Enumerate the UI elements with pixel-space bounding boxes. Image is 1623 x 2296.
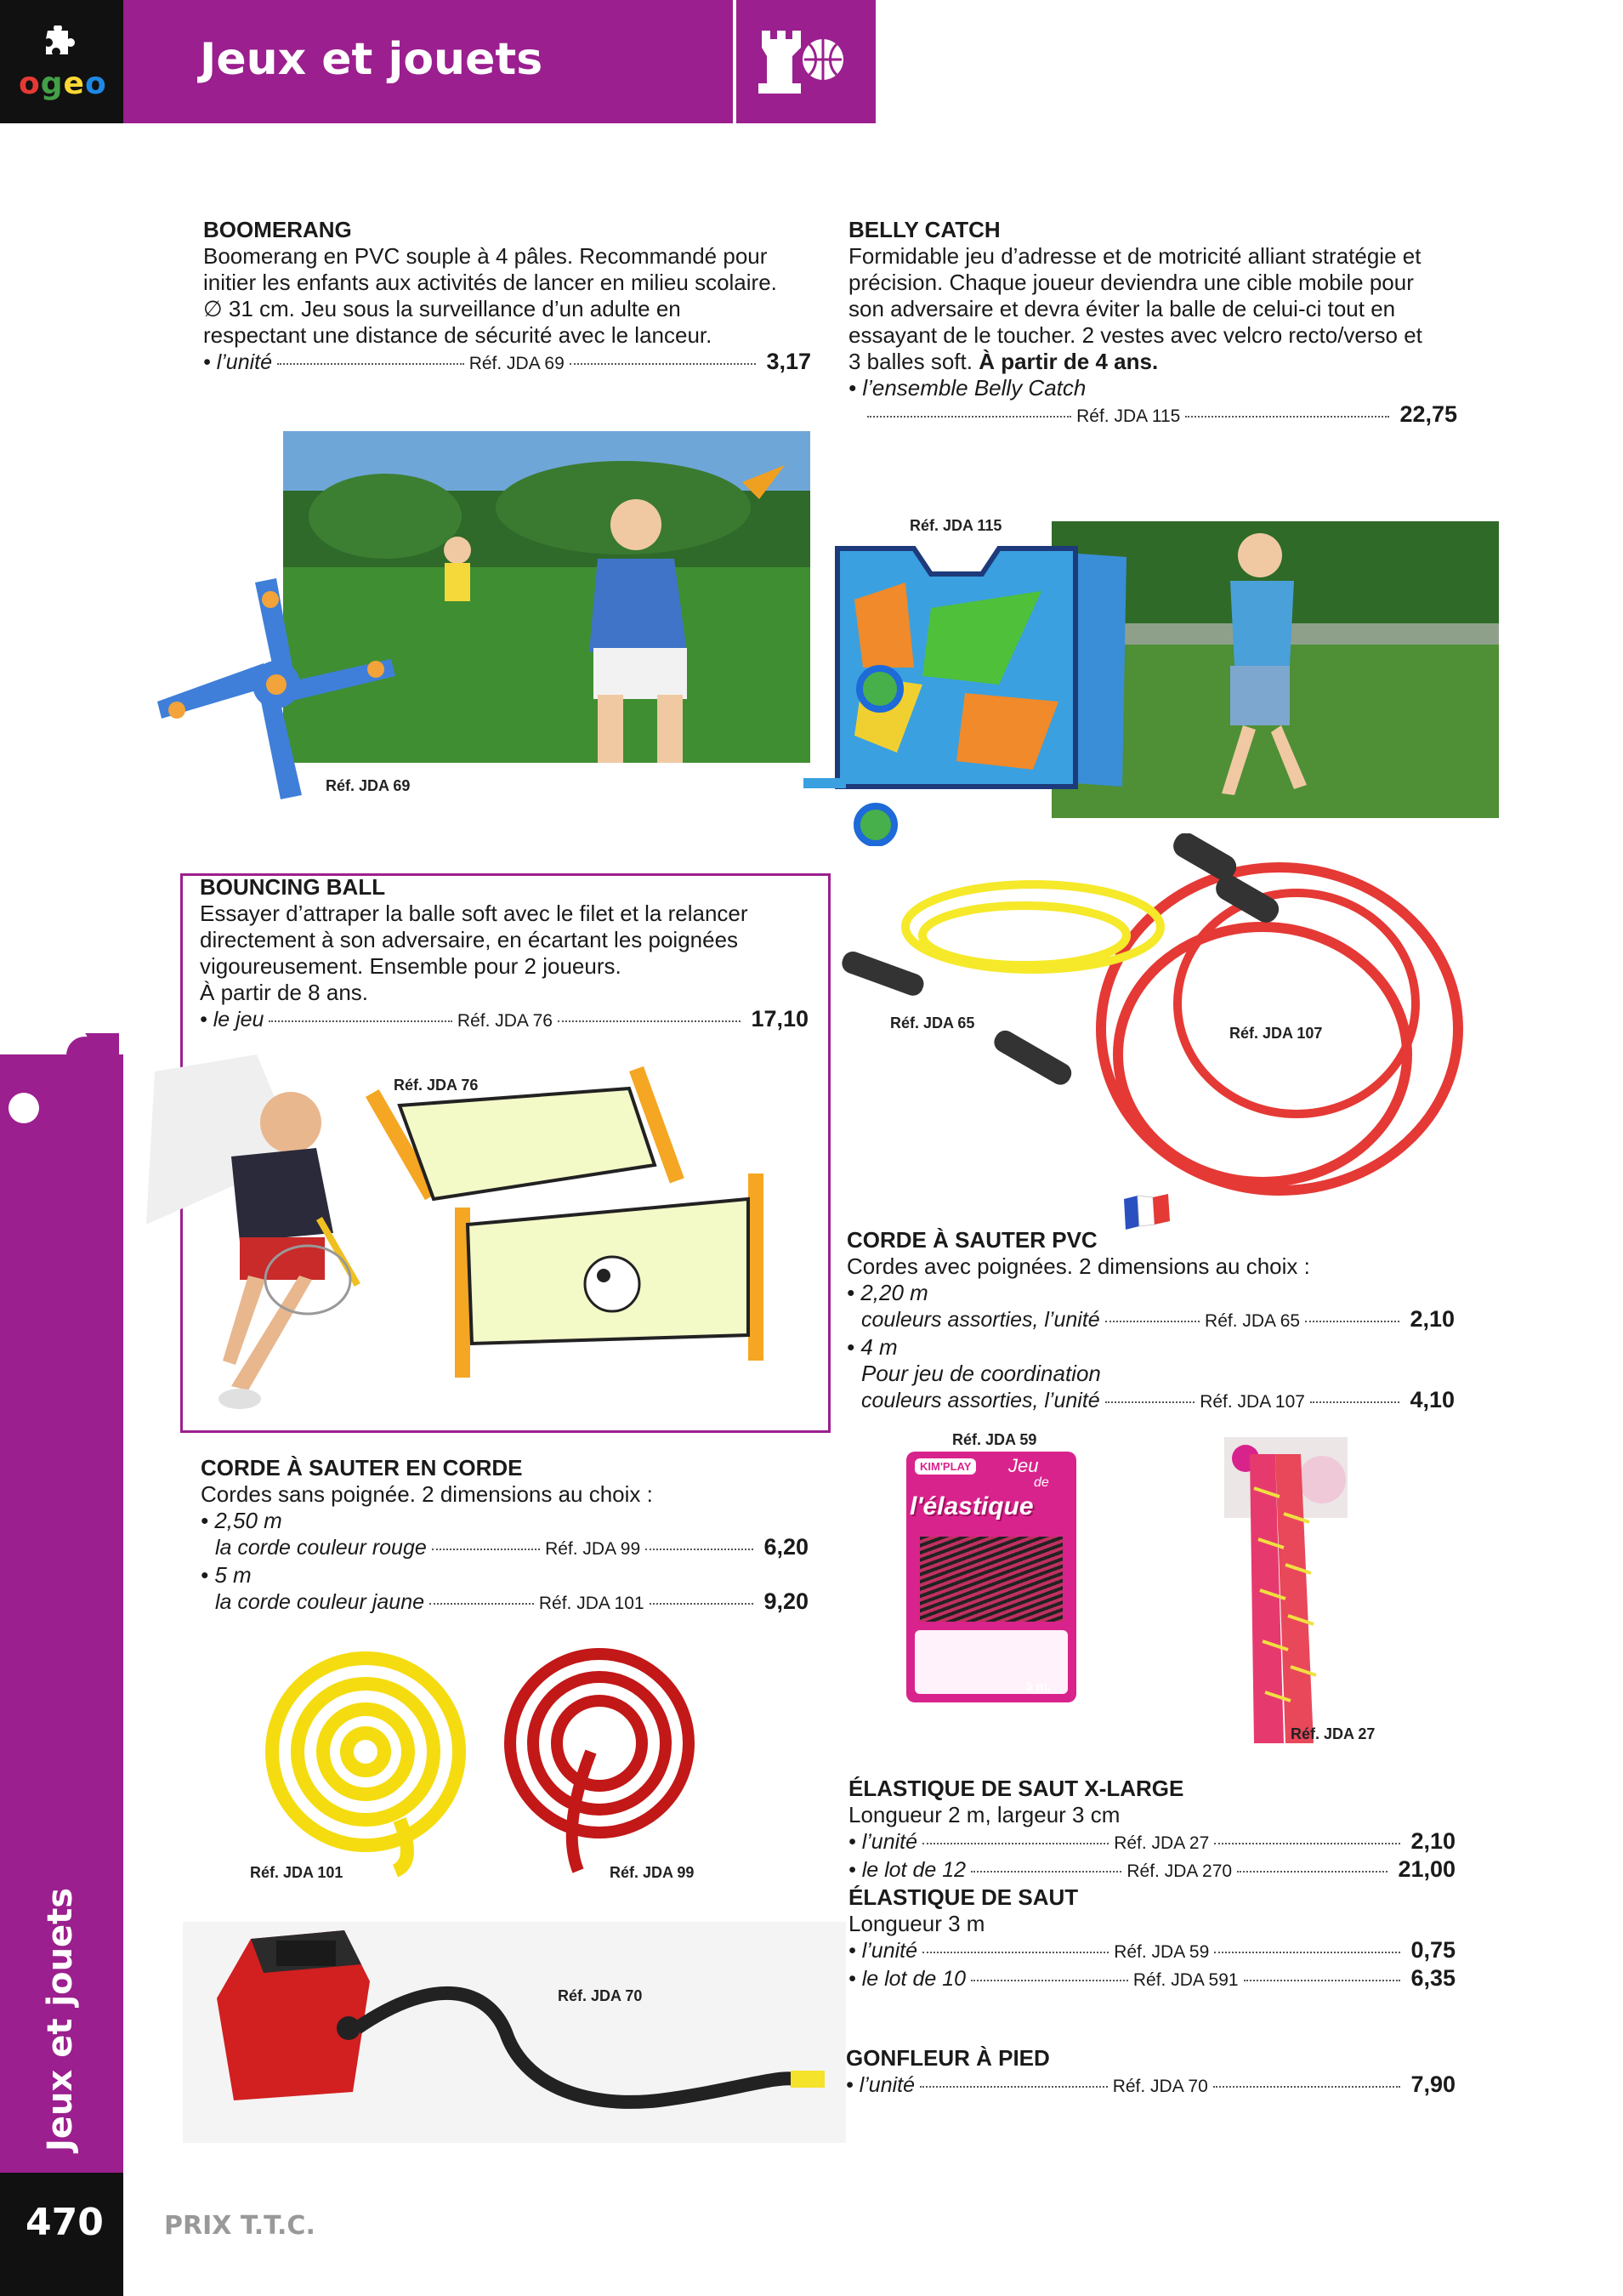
photo-caption: Réf. JDA 101 — [250, 1864, 343, 1881]
package-length: 3 m. — [1025, 1679, 1052, 1694]
corde-pvc-section — [847, 1227, 1455, 1415]
product-description: Boomerang en PVC souple à 4 pâles. Recommandé pour initier les enfants aux activités de lancer en milieu scolaire. ∅ 31 cm. Jeu sous la surveillance d’un adulte en respectant une distance de sécurité avec le lanceur. — [203, 243, 777, 348]
photo-caption: Réf. JDA 27 — [1291, 1725, 1376, 1742]
price-line — [200, 1006, 809, 1034]
header-divider — [733, 0, 736, 123]
photo-caption: Réf. JDA 115 — [910, 517, 1002, 534]
price-line — [201, 1534, 809, 1562]
reference: Réf. JDA 69 — [468, 354, 565, 373]
price: 17,10 — [751, 1006, 809, 1031]
reference: Réf. JDA 270 — [1126, 1861, 1233, 1881]
photo-caption: Réf. JDA 76 — [394, 1077, 479, 1094]
price: 2,10 — [1410, 1306, 1456, 1332]
price-line-label: couleurs assorties, l’unité — [861, 1389, 1100, 1412]
page-number: 470 — [26, 2201, 104, 2244]
price-line — [848, 1828, 1456, 1856]
corde-corde-photo — [255, 1641, 740, 1888]
package-title-2: de — [1034, 1475, 1049, 1490]
product-description: Longueur 2 m, largeur 3 cm — [848, 1802, 1121, 1827]
ogeo-logo[interactable] — [0, 0, 123, 123]
photo-caption: Réf. JDA 69 — [326, 777, 411, 794]
price: 3,17 — [766, 349, 811, 374]
package-title-3: l'élastique — [910, 1492, 1034, 1520]
logo-text: ogeo — [19, 66, 107, 101]
reference: Réf. JDA 65 — [1205, 1311, 1301, 1331]
product-description: Longueur 3 m — [848, 1911, 985, 1936]
product-title: GONFLEUR À PIED — [846, 2045, 1050, 2071]
product-title: CORDE À SAUTER EN CORDE — [201, 1455, 523, 1480]
product-description: Cordes avec poignées. 2 dimensions au choix : — [847, 1253, 1310, 1279]
price: 21,00 — [1398, 1856, 1456, 1882]
price: 6,35 — [1410, 1965, 1456, 1991]
elastique-xl-photo — [1224, 1437, 1348, 1752]
side-section-label: Jeux et jouets — [41, 1887, 80, 2151]
reference: Réf. JDA 101 — [538, 1594, 644, 1613]
price: 6,20 — [763, 1534, 809, 1560]
price-line — [847, 1387, 1455, 1415]
elastique-package — [906, 1452, 1076, 1702]
product-title: ÉLASTIQUE DE SAUT — [848, 1884, 1079, 1910]
price-line-label: • l’unité — [848, 1830, 918, 1854]
chess-rook-basketball-icon — [755, 24, 848, 109]
product-title: CORDE À SAUTER PVC — [847, 1227, 1098, 1253]
price: 0,75 — [1410, 1937, 1456, 1963]
elastique-xl-section — [848, 1776, 1456, 1993]
package-title-1: Jeu — [1008, 1455, 1039, 1476]
price: 4,10 — [1410, 1387, 1455, 1412]
bouncing-ball-nets — [349, 1054, 808, 1378]
price-line-label: couleurs assorties, l’unité — [861, 1308, 1100, 1332]
product-title: BELLY CATCH — [848, 217, 1001, 242]
photo-caption: Réf. JDA 59 — [952, 1431, 1037, 1448]
puzzle-piece-icon — [0, 1033, 119, 1144]
price: 9,20 — [763, 1588, 809, 1614]
product-option: • 4 m — [847, 1334, 898, 1360]
page-title: Jeux et jouets — [200, 34, 543, 85]
photo-caption: Réf. JDA 99 — [610, 1864, 695, 1881]
belly-catch-section — [848, 217, 1457, 429]
price-line-label: la corde couleur rouge — [215, 1536, 427, 1560]
age-note: À partir de 4 ans. — [979, 349, 1159, 374]
gonfleur-photo — [183, 1922, 846, 2143]
price-line-label: • l’unité — [846, 2073, 916, 2097]
price-line-label: • l’unité — [848, 1939, 918, 1963]
reference: Réf. JDA 76 — [457, 1011, 553, 1031]
photo-caption: Réf. JDA 65 — [890, 1014, 975, 1031]
price-line-label: • l’unité — [203, 350, 273, 374]
reference: Réf. JDA 99 — [545, 1539, 641, 1559]
product-option: • 2,20 m — [847, 1280, 928, 1305]
prix-ttc-label: PRIX T.T.C. — [164, 2211, 315, 2241]
price-line-label: la corde couleur jaune — [215, 1590, 424, 1614]
price-line — [848, 1937, 1456, 1965]
french-flag-icon — [1121, 1191, 1172, 1231]
product-title: BOUNCING BALL — [200, 874, 386, 900]
product-description: Essayer d’attraper la balle soft avec le filet et la relancer directement à son adversaire, en écartant les poignées vigoureusement. Ensemble pour 2 joueurs. À partir de 8 ans. — [200, 901, 748, 1005]
product-description: Formidable jeu d’adresse et de motricité alliant stratégie et précision. Chaque joueur deviendra une cible mobile pour son adversaire et devra éviter la balle de celui-ci tout en essayant de le toucher. 2 vestes avec velcro recto/verso et 3 balles soft. — [848, 243, 1422, 374]
price-line-label: • le lot de 10 — [848, 1967, 967, 1991]
price-line-label: • le lot de 12 — [848, 1858, 967, 1882]
gonfleur-section — [846, 2045, 1456, 2100]
reference: Réf. JDA 27 — [1114, 1833, 1210, 1853]
product-option: • 2,50 m — [201, 1508, 282, 1533]
product-option: • 5 m — [201, 1562, 252, 1588]
price-line — [846, 2072, 1456, 2100]
product-description: Cordes sans poignée. 2 dimensions au choix : — [201, 1481, 653, 1507]
reference: Réf. JDA 59 — [1114, 1942, 1210, 1962]
photo-caption: Réf. JDA 107 — [1229, 1025, 1323, 1042]
product-title: ÉLASTIQUE DE SAUT X-LARGE — [848, 1776, 1184, 1801]
photo-caption: Réf. JDA 70 — [558, 1987, 643, 2004]
price-line — [203, 349, 811, 377]
price-line — [848, 1856, 1456, 1884]
belly-catch-vest — [786, 531, 1135, 846]
package-brand: KIM'PLAY — [915, 1458, 976, 1475]
product-option: • l’ensemble Belly Catch — [848, 375, 1087, 401]
reference: Réf. JDA 115 — [1076, 406, 1181, 426]
boomerang-section — [203, 217, 811, 377]
price-line — [848, 1965, 1456, 1993]
product-option-note: Pour jeu de coordination — [861, 1361, 1101, 1386]
boomerang-toy — [153, 565, 400, 812]
price-line-label: • le jeu — [200, 1008, 264, 1031]
reference: Réf. JDA 70 — [1112, 2077, 1208, 2096]
price-line — [848, 401, 1457, 429]
price: 22,75 — [1399, 401, 1458, 427]
bouncing-ball-section — [200, 874, 809, 1034]
price-line — [201, 1588, 809, 1617]
price: 7,90 — [1410, 2072, 1456, 2097]
reference: Réf. JDA 591 — [1132, 1970, 1239, 1990]
corde-corde-section — [201, 1455, 809, 1617]
price-line — [847, 1306, 1455, 1334]
price: 2,10 — [1410, 1828, 1456, 1854]
puzzle-piece-icon — [41, 26, 75, 60]
reference: Réf. JDA 107 — [1200, 1392, 1305, 1412]
product-title: BOOMERANG — [203, 217, 352, 242]
